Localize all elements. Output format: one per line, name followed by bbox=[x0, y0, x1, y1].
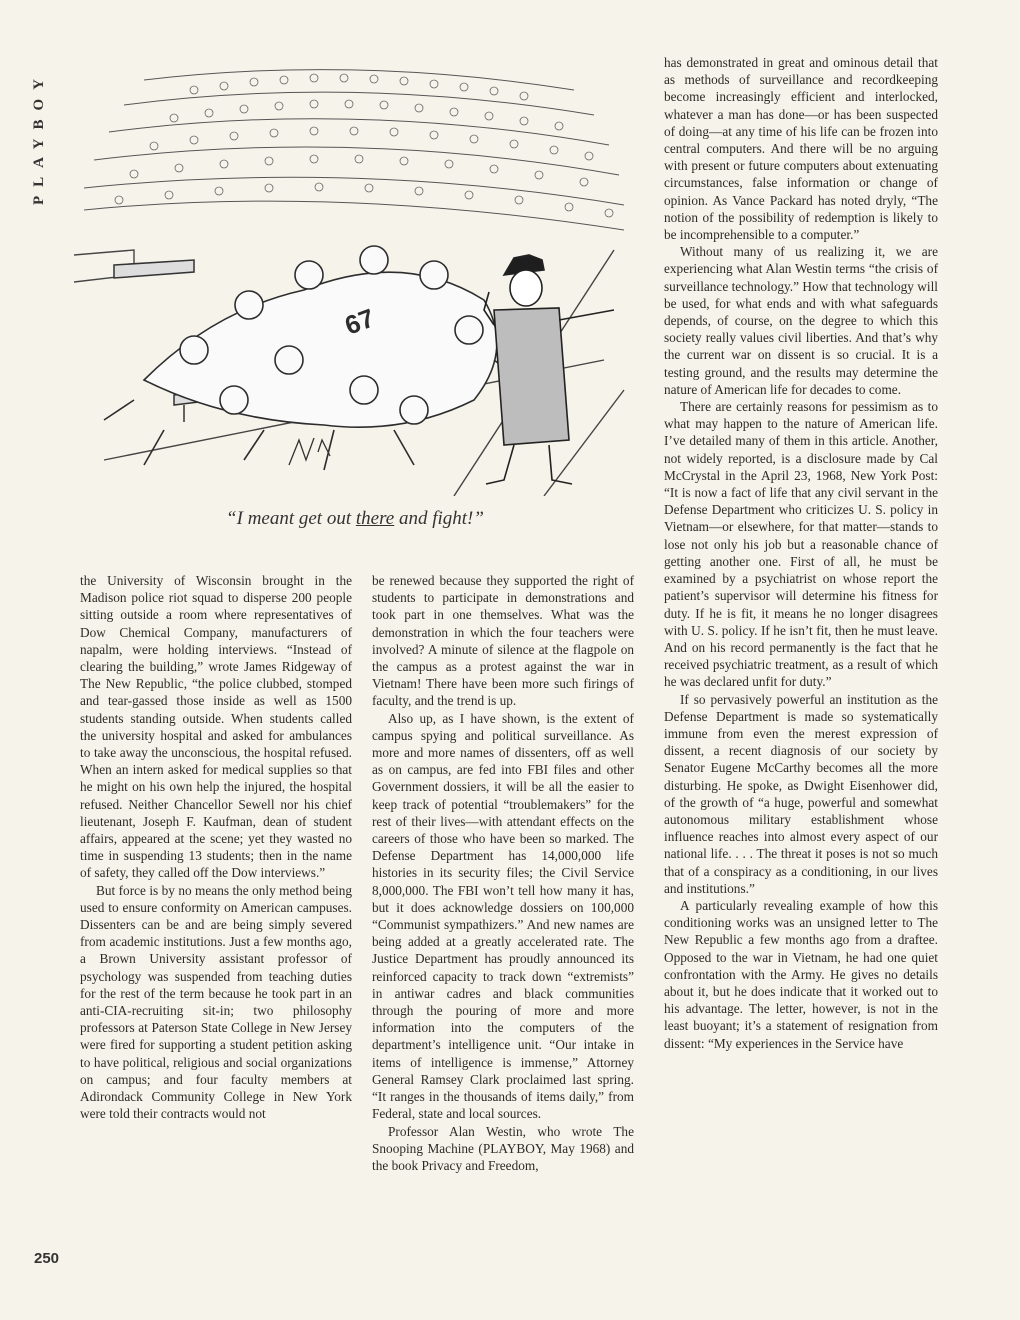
paragraph: Also up, as I have shown, is the extent of campus spying and political surveillance. As more and more names of dissenters, off as well as on campus, are fed into FBI files and other Government dossiers, it will be all the easier to keep track of potential “troublemakers” for the rest of their lives—with attendant effects on the careers of those who have been so marked. The Defense Department has 14,000,000 life histories in its security files; the Civil Service 8,000,000. The FBI won’t tell how many it has, but it does acknowledge dossiers on 100,000 “Communist sympathizers.” And new names are being added at a greatly accelerated rate. The Justice Department has proudly announced its reinforced capacity to track down “extremists” in antiwar cadres and black communities through the pouring of more and more information into the computers of the department’s intelligence unit. “Our intake in items of intelligence is immense,” Attorney General Ramsey Clark proclaimed last spring. “It ranges in the thousands of items daily,” from Federal, state and local sources. bbox=[372, 710, 634, 1122]
paragraph: Professor Alan Westin, who wrote The Snooping Machine (PLAYBOY, May 1968) and the book Privacy and Freedom, bbox=[372, 1123, 634, 1173]
paragraph: Without many of us realizing it, we are experiencing what Alan Westin terms “the crisis of surveillance technology.” How that technology will be used, for what ends and with what safeguards depends, of course, on the degree to which this society really values civil liberties. And that’s why the current war on dissent is so crucial. It is a testing ground, and the results may determine the nature of American life for decades to come. bbox=[664, 244, 938, 397]
page-number: 250 bbox=[34, 1250, 60, 1267]
paragraph: has demonstrated in great and ominous detail that as methods of surveillance and recordkeeping become increasingly efficient and interlocked, whatever a man has done—or has been suspected of doing—at any time of his life can be frozen into central computers. And there will be no arguing with present or future computers about extenuating circumstances, false information or change of opinion. As Vance Packard has noted dryly, “The notion of the possibility of redemption is likely to be incomprehensible to a computer.” bbox=[664, 55, 938, 243]
jersey-number: 67 bbox=[340, 302, 379, 341]
cartoon-illustration bbox=[74, 60, 634, 496]
text-column-2 bbox=[372, 572, 634, 1174]
paragraph: There are certainly reasons for pessimism as to what may happen to the nature of American life. I’ve detailed many of them in this article. Another, not widely reported, is a disclosure made by Cal McCrystal in the April 23, 1968, New York Post: “It is now a fact of life that any civil servant in the Defense Department who criticizes U. S. policy in Vietnam—or elsewhere, for that matter—stands to lose not only his job but a reasonable chance of getting another one. First of all, he must be examined by a psychiatrist on whose report the patient’s supervisor will determine his fitness for duty. If he is fit, it means he no longer disagrees with U. S. policy. If he isn’t fit, then he must leave. And on his record permanently is the fact that he received psychiatric treatment, as a result of which he was declared unfit for duty.” bbox=[664, 399, 938, 690]
stadium-crowd bbox=[84, 70, 624, 230]
coach-figure bbox=[484, 255, 614, 484]
paragraph: A particularly revealing example of how this conditioning works was an unsigned letter to The New Republic a few months ago from a draftee. Opposed to the war in Vietnam, he had one quiet confrontation with the Army. He gives no details about it, but he does indicate that it worked out to his advantage. The letter, however, is not in the least buoyant; it’s a statement of resignation from dissent: “My experiences in the Service have bbox=[664, 897, 938, 1051]
artist-signature bbox=[289, 438, 330, 465]
crowd-heads bbox=[115, 74, 613, 217]
magazine-title: PLAYBOY bbox=[30, 69, 47, 205]
text-column-1 bbox=[80, 572, 352, 1123]
paragraph: be renewed because they supported the right of students to participate in demonstrations and took part in one themselves. What was the demonstration in which the four teachers were involved? A minute of silence at the flagpole on the campus as a protest against the war in Vietnam! There have been more such firings of faculty, and the trend is up. bbox=[372, 573, 634, 709]
cartoon-caption: “I meant get out there and fight!” bbox=[226, 508, 484, 529]
paragraph: If so pervasively powerful an institution as the Defense Department is made so systematically immune from even the merest expression of dissent, a recent diagnosis of our society by Senator Eugene McCarthy becomes all the more disturbing. He spoke, as Dwight Eisenhower did, of the growth of “a huge, powerful and somewhat autonomous military establishment whose influence reaches into almost every aspect of our national life. . . . The threat it poses is not so much that of a conspiracy as a conditioning, in our lives and institutions.” bbox=[664, 691, 938, 896]
text-column-3 bbox=[664, 54, 938, 1052]
football-players-pile bbox=[104, 246, 534, 470]
paragraph: the University of Wisconsin brought in the Madison police riot squad to disperse 200 people sitting outside a room where representatives of Dow Chemical Company, manufacturers of napalm, were holding interviews. “Instead of clearing the building,” wrote James Ridgeway of The New Republic, “the police clubbed, stomped and tear-gassed those inside as well as 1500 students standing outside. When students called the university hospital and asked for ambulances to take away the unconscious, the hospital refused. When an intern asked for medical supplies so that he might on his own help the injured, the hospital refused. Neither Chancellor Sewell nor his chief lieutenant, Joseph F. Kaufman, dean of student affairs, appeared at the scene; yet they wasted no time in suspending 13 students; then in the name of safety, they called off the Dow interviews.” bbox=[80, 573, 352, 881]
paragraph: But force is by no means the only method being used to ensure conformity on American campuses. Dissenters can be and are being simply severed from academic institutions. Just a few months ago, a Brown University assistant professor of psychology was suspended from teaching duties for the rest of the term because he took part in an anti-CIA-recruiting sit-in; two philosophy professors at Paterson State College in New Jersey were fired for supporting a student petition asking to have political, religious and social organizations on campus; and four faculty members at Adirondack Community College in New York were told their contracts would not bbox=[80, 882, 352, 1122]
